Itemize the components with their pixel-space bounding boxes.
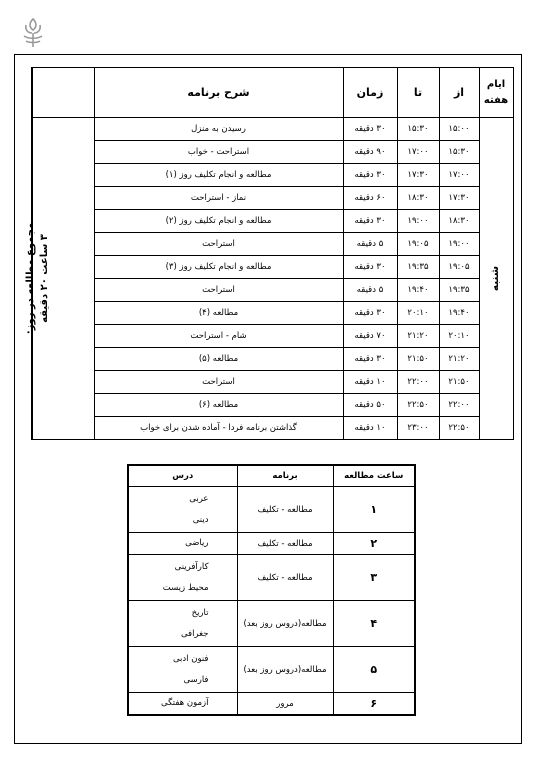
to-time: ۱۸:۳۰ [397,187,439,210]
course-name: جغرافی [180,628,209,639]
from-time: ۱۹:۰۰ [439,233,479,256]
study-course-cell [128,647,237,693]
duration: ۱۰ دقیقه [343,371,397,394]
program-description: نماز - استراحت [94,187,343,210]
study-course-cell [128,693,237,716]
daily-schedule-table [25,67,514,440]
header-description: شرح برنامه [94,68,343,118]
study-header-row [128,465,415,487]
schedule-row [32,233,513,256]
schedule-row [32,164,513,187]
course-name: آزمون هفتگی [161,698,209,708]
program-description: مطالعه (۵) [94,348,343,371]
study-program: مطالعه - تکلیف [237,487,333,533]
header-duration: زمان [343,68,397,118]
to-time: ۲۲:۰۰ [397,371,439,394]
schedule-row [32,348,513,371]
schedule-row [32,118,513,141]
course-name: ریاضی [185,538,209,548]
header-program: برنامه [237,465,333,487]
schedule-header-row [32,68,513,118]
to-time: ۱۷:۳۰ [397,164,439,187]
study-program: مطالعه - تکلیف [237,555,333,601]
duration: ۳۰ دقیقه [343,210,397,233]
study-hour-number: ۱ [333,487,415,533]
course-name: عربی [189,493,209,504]
schedule-row [32,187,513,210]
to-time: ۱۹:۳۵ [397,256,439,279]
from-time: ۱۷:۰۰ [439,164,479,187]
from-time: ۲۲:۰۰ [439,394,479,417]
from-time: ۱۷:۳۰ [439,187,479,210]
to-time: ۱۵:۳۰ [397,118,439,141]
program-description: مطالعه و انجام تکلیف روز (۳) [94,256,343,279]
duration: ۳۰ دقیقه [343,302,397,325]
from-time: ۲۲:۵۰ [439,417,479,440]
duration: ۵۰ دقیقه [343,394,397,417]
to-time: ۲۲:۵۰ [397,394,439,417]
daily-total-cell [25,118,94,440]
duration: ۵ دقیقه [343,233,397,256]
program-description: مطالعه و انجام تکلیف روز (۲) [94,210,343,233]
program-description: شام - استراحت [94,325,343,348]
to-time: ۲۰:۱۰ [397,302,439,325]
schedule-row [32,394,513,417]
header-course: درس [128,465,237,487]
study-hour-number: ۵ [333,647,415,693]
study-hour-number: ۴ [333,601,415,647]
header-blank [32,68,94,118]
study-program: مطالعه(دروس روز بعد) [237,647,333,693]
program-description: استراحت - خواب [94,141,343,164]
study-course-cell [128,487,237,533]
program-description: استراحت [94,371,343,394]
duration: ۷۰ دقیقه [343,325,397,348]
study-hour-number: ۳ [333,555,415,601]
header-day: ایام هفته [479,68,513,118]
duration: ۳۰ دقیقه [343,118,397,141]
program-description: استراحت [94,279,343,302]
study-program: مطالعه(دروس روز بعد) [237,601,333,647]
study-row [128,533,415,555]
duration: ۵ دقیقه [343,279,397,302]
schedule-row [32,371,513,394]
from-time: ۱۵:۰۰ [439,118,479,141]
to-time: ۱۷:۰۰ [397,141,439,164]
course-name: کارآفرینی [174,561,209,572]
schedule-row [32,210,513,233]
study-course-cell [128,555,237,601]
course-name: محیط زیست [162,582,209,593]
program-description: مطالعه (۴) [94,302,343,325]
header-to: تا [397,68,439,118]
from-time: ۲۱:۵۰ [439,371,479,394]
from-time: ۱۹:۰۵ [439,256,479,279]
study-row [128,647,415,693]
study-row [128,693,415,716]
to-time: ۲۱:۲۰ [397,325,439,348]
from-time: ۱۹:۳۵ [439,279,479,302]
duration: ۱۰ دقیقه [343,417,397,440]
duration: ۳۰ دقیقه [343,256,397,279]
study-row [128,555,415,601]
to-time: ۲۱:۵۰ [397,348,439,371]
tulip-logo-icon [20,16,46,50]
to-time: ۱۹:۰۵ [397,233,439,256]
program-description: مطالعه و انجام تکلیف روز (۱) [94,164,343,187]
study-row [128,601,415,647]
daily-total-value: ۳ ساعت ۲۰ دقیقه [38,234,50,323]
study-program: مطالعه - تکلیف [237,533,333,555]
study-hours-table [127,464,416,716]
to-time: ۲۳:۰۰ [397,417,439,440]
study-course-cell [128,533,237,555]
study-row [128,487,415,533]
daily-total-label: مجموع مطالعه در روز: [25,222,37,335]
duration: ۳۰ دقیقه [343,348,397,371]
course-name: دینی [192,514,209,525]
course-name: تاریخ [191,607,209,618]
study-course-cell [128,601,237,647]
schedule-row [32,256,513,279]
from-time: ۱۹:۴۰ [439,302,479,325]
duration: ۶۰ دقیقه [343,187,397,210]
program-description: مطالعه (۶) [94,394,343,417]
day-name: شنبه [489,265,502,292]
daily-total-text [24,223,51,334]
course-name: فارسی [183,674,209,685]
day-cell [479,118,513,440]
from-time: ۱۸:۳۰ [439,210,479,233]
course-name: فنون ادبی [172,653,209,664]
schedule-row [32,141,513,164]
schedule-row [32,279,513,302]
from-time: ۱۵:۳۰ [439,141,479,164]
header-study-hour: ساعت مطالعه [333,465,415,487]
duration: ۹۰ دقیقه [343,141,397,164]
schedule-row [32,417,513,440]
program-description: گذاشتن برنامه فردا - آماده شدن برای خواب [94,417,343,440]
to-time: ۱۹:۰۰ [397,210,439,233]
from-time: ۲۰:۱۰ [439,325,479,348]
study-hour-number: ۶ [333,693,415,716]
duration: ۳۰ دقیقه [343,164,397,187]
from-time: ۲۱:۲۰ [439,348,479,371]
study-program: مرور [237,693,333,716]
schedule-row [32,302,513,325]
header-from: از [439,68,479,118]
to-time: ۱۹:۴۰ [397,279,439,302]
program-description: استراحت [94,233,343,256]
schedule-row [32,325,513,348]
study-hour-number: ۲ [333,533,415,555]
program-description: رسیدن به منزل [94,118,343,141]
